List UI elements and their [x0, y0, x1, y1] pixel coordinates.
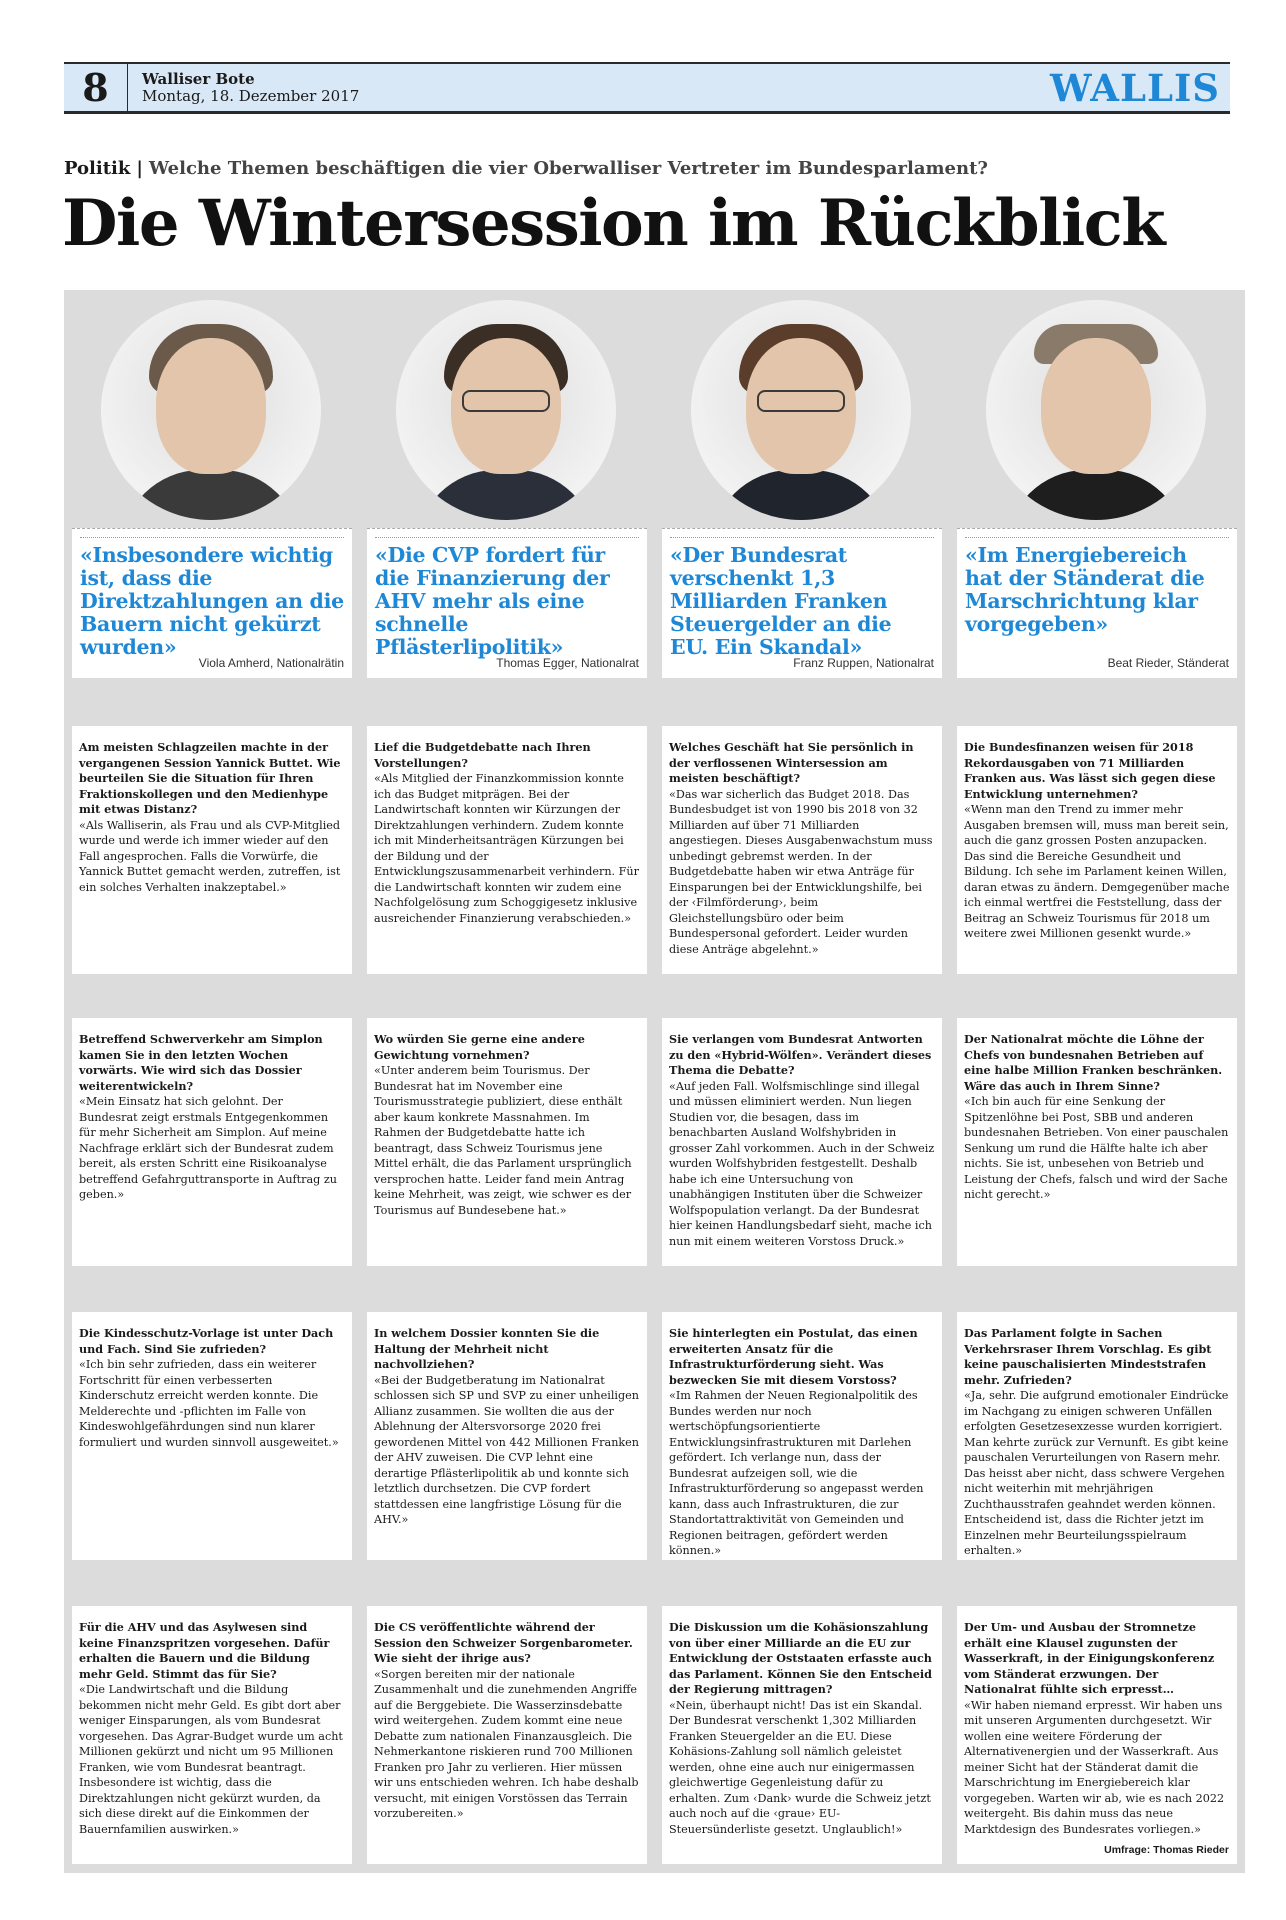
byline: Franz Ruppen, Nationalrat: [793, 656, 934, 670]
qa-item: [72, 1018, 352, 1266]
qa-item: [367, 1018, 647, 1266]
byline: Thomas Egger, Nationalrat: [496, 656, 639, 670]
answer: «Unter anderem beim Tourismus. Der Bundesrat hat im November eine Tourismusstrategie publiziert, diese enthält aber kaum konkrete Massnahmen. Im Rahmen der Budgetdebatte hatte ich beantragt, dass Schweiz Tourismus jene Mittel erhält, die das Parlament ursprünglich versprochen hatte. Leider fand mein Antrag keine Mehrheit, was zeigt, wie schwer es der Tourismus auf Bundesebene hat.»: [374, 1064, 632, 1217]
qa-item: [957, 1312, 1237, 1560]
byline: Beat Rieder, Ständerat: [1107, 656, 1229, 670]
answer: «Wenn man den Trend zu immer mehr Ausgaben bremsen will, muss man bereit sein, auch die ganz grossen Posten anzupacken. Das sind die Bereiche Gesundheit und Bildung. Ich sehe im Parlament keinen Willen, daran etwas zu ändern. Demgegenüber mache ich einmal wertfrei die Feststellung, dass der Beitrag an Schweiz Tourismus für 2018 um weitere zwei Millionen gesenkt wurde.»: [964, 803, 1230, 940]
portrait-photo: [396, 300, 616, 520]
question: Die Kindesschutz-Vorlage ist unter Dach und Fach. Sind Sie zufrieden?: [79, 1326, 334, 1356]
survey-credit: Umfrage: Thomas Rieder: [1104, 1843, 1229, 1856]
question: Der Um- und Ausbau der Stromnetze erhält eine Klausel zugunsten der Wasserkraft, in der Einigungskonferenz vom Ständerat erzwungen. Der Nationalrat fühlte sich erpresst…: [964, 1620, 1215, 1696]
portrait-photo: [986, 300, 1206, 520]
pull-quote: «Im Energiebereich hat der Ständerat die Marschrichtung klar vorgegeben»: [965, 543, 1205, 636]
qa-item: [957, 1606, 1237, 1864]
section-title: WALLIS: [1050, 65, 1220, 110]
politician-column-amherd: [64, 290, 360, 1873]
qa-item: [662, 1606, 942, 1864]
answer: «Nein, überhaupt nicht! Das ist ein Skandal. Der Bundesrat verschenkt 1,302 Milliarden Franken Steuergelder an die EU. Diese Kohäsions-Zahlung soll nämlich geleistet werden, ohne eine auch nur einigermassen gleichwertige Gegenleistung dafür zu erhalten. Zum ‹Dank› wurde die Schweiz jetzt auch noch auf die ‹graue› EU-Steuersünderliste gesetzt. Unglaublich!»: [669, 1698, 931, 1836]
politician-column-egger: [359, 290, 655, 1873]
answer: «Ich bin sehr zufrieden, dass ein weiterer Fortschritt für einen verbesserten Kinderschutz erreicht werden konnte. Die Melderechte und -pflichten im Falle von Kindeswohlgefährdungen sind nun klarer formuliert und wurden sinnvoll ausgeweitet.»: [79, 1358, 339, 1449]
qa-item: [72, 1312, 352, 1560]
question: In welchem Dossier konnten Sie die Haltung der Mehrheit nicht nachvollziehen?: [374, 1326, 600, 1371]
question: Am meisten Schlagzeilen machte in der vergangenen Session Yannick Buttet. Wie beurteilen Sie die Situation für Ihren Fraktionskollegen und den Medienhype mit etwas Distanz?: [79, 740, 341, 816]
qa-item: [662, 1018, 942, 1266]
question: Betreffend Schwerverkehr am Simplon kamen Sie in den letzten Wochen vorwärts. Wie wird sich das Dossier weiterentwickeln?: [79, 1032, 323, 1093]
portrait-photo: [691, 300, 911, 520]
question: Das Parlament folgte in Sachen Verkehrsraser Ihrem Vorschlag. Es gibt keine pauschalisierten Mindeststrafen mehr. Zufrieden?: [964, 1326, 1212, 1387]
politician-column-rieder: [949, 290, 1245, 1873]
qa-item: [662, 726, 942, 974]
answer: «Wir haben niemand erpresst. Wir haben uns mit unseren Argumenten durchgesetzt. Wir wollen eine weitere Förderung der Alternativenergien und der Wasserkraft. Aus meiner Sicht hat der Ständerat damit die Marschrichtung im Energiebereich klar vorgegeben. Warten wir ab, wie es nach 2022 weitergeht. Bis dahin muss das neue Marktdesign des Bundesrates vorliegen.»: [964, 1698, 1225, 1836]
kicker: [64, 158, 988, 179]
politician-column-ruppen: [654, 290, 950, 1873]
portrait-photo: [101, 300, 321, 520]
answer: «Bei der Budgetberatung im Nationalrat schlossen sich SP und SVP zu einer unheiligen Allianz zusammen. Sie wollten die aus der Ablehnung der Altersvorsorge 2020 frei gewordenen Mittel von 442 Millionen Franken der AHV zuweisen. Die CVP lehnt eine derartige Pflästerlipolitik ab und konnte sich letztlich durchsetzen. Die CVP fordert stattdessen eine langfristige Lösung für die AHV.»: [374, 1373, 639, 1526]
qa-item: [957, 726, 1237, 974]
headline: Die Wintersession im Rückblick: [62, 186, 1165, 261]
qa-item: [367, 1606, 647, 1864]
answer: «Ja, sehr. Die aufgrund emotionaler Eindrücke im Nachgang zu einigen schweren Unfällen erfolgten Gesetzesexzesse wurden korrigiert. Man kehrte zurück zur Vernunft. Es gibt keine pauschalen Verurteilungen von Rasern mehr. Das heisst aber nicht, dass schwere Vergehen nicht weiterhin mit mehrjährigen Zuchthausstrafen geahndet werden können. Entscheidend ist, dass die Richter jetzt im Einzelnen mehr Beurteilungsspielraum erhalten.»: [964, 1389, 1229, 1557]
question: Die Bundesfinanzen weisen für 2018 Rekordausgaben von 71 Milliarden Franken aus. Was lässt sich gegen diese Entwicklung unternehmen?: [964, 740, 1216, 801]
qa-item: [72, 1606, 352, 1864]
question: Sie hinterlegten ein Postulat, das einen erweiterten Ansatz für die Infrastrukturförderung sieht. Was bezwecken Sie mit diesem Vorstoss?: [669, 1326, 918, 1387]
question: Für die AHV und das Asylwesen sind keine Finanzspritzen vorgesehen. Dafür erhalten die Bauern und die Bildung mehr Geld. Stimmt das für Sie?: [79, 1620, 330, 1681]
question: Die Diskussion um die Kohäsionszahlung von über einer Milliarde an die EU zur Entwicklung der Oststaaten erfasste auch das Parlament. Können Sie den Entscheid der Regierung mittragen?: [669, 1620, 932, 1696]
masthead: [64, 62, 1230, 114]
page-number: 8: [64, 64, 128, 111]
answer: «Im Rahmen der Neuen Regionalpolitik des Bundes werden nur noch wertschöpfungsorientierte Entwicklungsinfrastrukturen mit Darlehen gefördert. Ich verlange nun, dass der Bundesrat aufzeigen soll, wie die Infrastrukturförderung so angepasst werden kann, dass auch Infrastrukturen, die zur Standortattraktivität von Gemeinden und Regionen beitragen, gefördert werden können.»: [669, 1389, 924, 1557]
qa-item: [957, 1018, 1237, 1266]
answer: «Auf jeden Fall. Wolfsmischlinge sind illegal und müssen eliminiert werden. Nun liegen Studien vor, die besagen, dass im benachbarten Ausland Wolfshybriden in grosser Zahl vorkommen. Auch in der Schweiz wurden Wolfshybriden festgestellt. Deshalb habe ich eine Untersuchung von unabhängigen Instituten über die Schweizer Wolfspopulation verlangt. Da der Bundesrat hier keinen Handlungsbedarf sieht, mache ich nun mit einem weiteren Vorstoss Druck.»: [669, 1079, 935, 1248]
kicker-separator: |: [136, 158, 143, 179]
byline: Viola Amherd, Nationalrätin: [198, 656, 344, 670]
question: Sie verlangen vom Bundesrat Antworten zu den «Hybrid-Wölfen». Verändert dieses Thema die Debatte?: [669, 1032, 932, 1077]
publication-info: [128, 71, 359, 105]
answer: «Das war sicherlich das Budget 2018. Das Bundesbudget ist von 1990 bis 2018 von 32 Milliarden auf über 71 Milliarden angestiegen. Dieses Ausgabenwachstum muss unbedingt gebremst werden. In der Budgetdebatte haben wir etwa Anträge für Einsparungen bei der Entwicklungshilfe, bei der ‹Filmförderung›, beim Gleichstellungsbüro oder beim Bundespersonal gefordert. Leider wurden diese Anträge abgelehnt.»: [669, 787, 933, 956]
quote-box: [662, 528, 942, 678]
publication-name: Walliser Bote: [142, 69, 255, 88]
quote-box: [367, 528, 647, 678]
qa-item: [662, 1312, 942, 1560]
answer: «Die Landwirtschaft und die Bildung bekommen nicht mehr Geld. Es gibt dort aber weniger Einsparungen, als vom Bundesrat vorgesehen. Das Agrar-Budget wurde um acht Millionen gekürzt und nicht um 95 Millionen Franken, wie vom Bundesrat beantragt. Insbesondere ist wichtig, dass die Direktzahlungen nicht gekürzt wurden, da sich diese direkt auf die Einkommen der Bauernfamilien auswirken.»: [79, 1683, 343, 1836]
kicker-text: Welche Themen beschäftigen die vier Oberwalliser Vertreter im Bundesparlament?: [148, 158, 988, 179]
publication-date: Montag, 18. Dezember 2017: [142, 86, 360, 105]
quote-box: [957, 528, 1237, 678]
answer: «Als Mitglied der Finanzkommission konnte ich das Budget mitprägen. Bei der Landwirtschaft konnten wir Kürzungen der Direktzahlungen verhindern. Zudem konnte ich mit Minderheitsanträgen Kürzungen bei der Bildung und der Entwicklungszusammenarbeit verhindern. Für die Landwirtschaft konnten wir zudem eine Nachfolgelösung zum Schoggigesetz inklusive ausreichender Finanzierung verabschieden.»: [374, 772, 639, 925]
question: Welches Geschäft hat Sie persönlich in der verflossenen Wintersession am meisten beschäftigt?: [669, 740, 914, 785]
kicker-rubric: Politik: [64, 158, 131, 179]
qa-item: [367, 1312, 647, 1560]
pull-quote: «Insbesondere wichtig ist, dass die Direktzahlungen an die Bauern nicht gekürzt wurden»: [80, 543, 344, 659]
quote-box: [72, 528, 352, 678]
question: Die CS veröffentlichte während der Session den Schweizer Sorgenbarometer. Wie sieht der ihrige aus?: [374, 1620, 633, 1665]
answer: «Ich bin auch für eine Senkung der Spitzenlöhne bei Post, SBB und anderen bundesnahen Betrieben. Von einer pauschalen Senkung um rund die Hälfte halte ich aber nichts. Sie ist, unbesehen von Betrieb und Leistung der Chefs, falsch und wird der Sache nicht gerecht.»: [964, 1095, 1229, 1201]
answer: «Sorgen bereiten mir der nationale Zusammenhalt und die zunehmenden Angriffe auf die Berggebiete. Die Wasserzinsdebatte wird weitergehen. Zudem kommt eine neue Debatte zum nationalen Finanzausgleich. Die Nehmerkantone riskieren rund 700 Millionen Franken pro Jahr zu verlieren. Hier müssen wir uns entschieden wehren. Ich habe deshalb versucht, mit einigen Vorstössen das Terrain vorzubereiten.»: [374, 1667, 639, 1820]
answer: «Mein Einsatz hat sich gelohnt. Der Bundesrat zeigt erstmals Entgegenkommen für mehr Sicherheit am Simplon. Auf meine Nachfrage erklärt sich der Bundesrat zudem bereit, als ersten Schritt eine Risikoanalyse betreffend Gefahrguttransporte in Auftrag zu geben.»: [79, 1095, 337, 1201]
pull-quote: «Die CVP fordert für die Finanzierung der AHV mehr als eine schnelle Pflästerlipolitik»: [375, 543, 610, 659]
pull-quote: «Der Bundesrat verschenkt 1,3 Milliarden Franken Steuergelder an die EU. Ein Skandal»: [670, 543, 892, 659]
qa-item: [72, 726, 352, 974]
question: Der Nationalrat möchte die Löhne der Chefs von bundesnahen Betrieben auf eine halbe Million Franken beschränken. Wäre das auch in Ihrem Sinne?: [964, 1032, 1223, 1093]
qa-item: [367, 726, 647, 974]
answer: «Als Walliserin, als Frau und als CVP-Mitglied wurde und werde ich immer wieder auf den Fall angesprochen. Falls die Vorwürfe, die Yannick Buttet gemacht werden, zutreffen, ist ein solches Verhalten inakzeptabel.»: [79, 818, 341, 894]
question: Wo würden Sie gerne eine andere Gewichtung vornehmen?: [374, 1032, 585, 1062]
question: Lief die Budgetdebatte nach Ihren Vorstellungen?: [374, 740, 591, 770]
